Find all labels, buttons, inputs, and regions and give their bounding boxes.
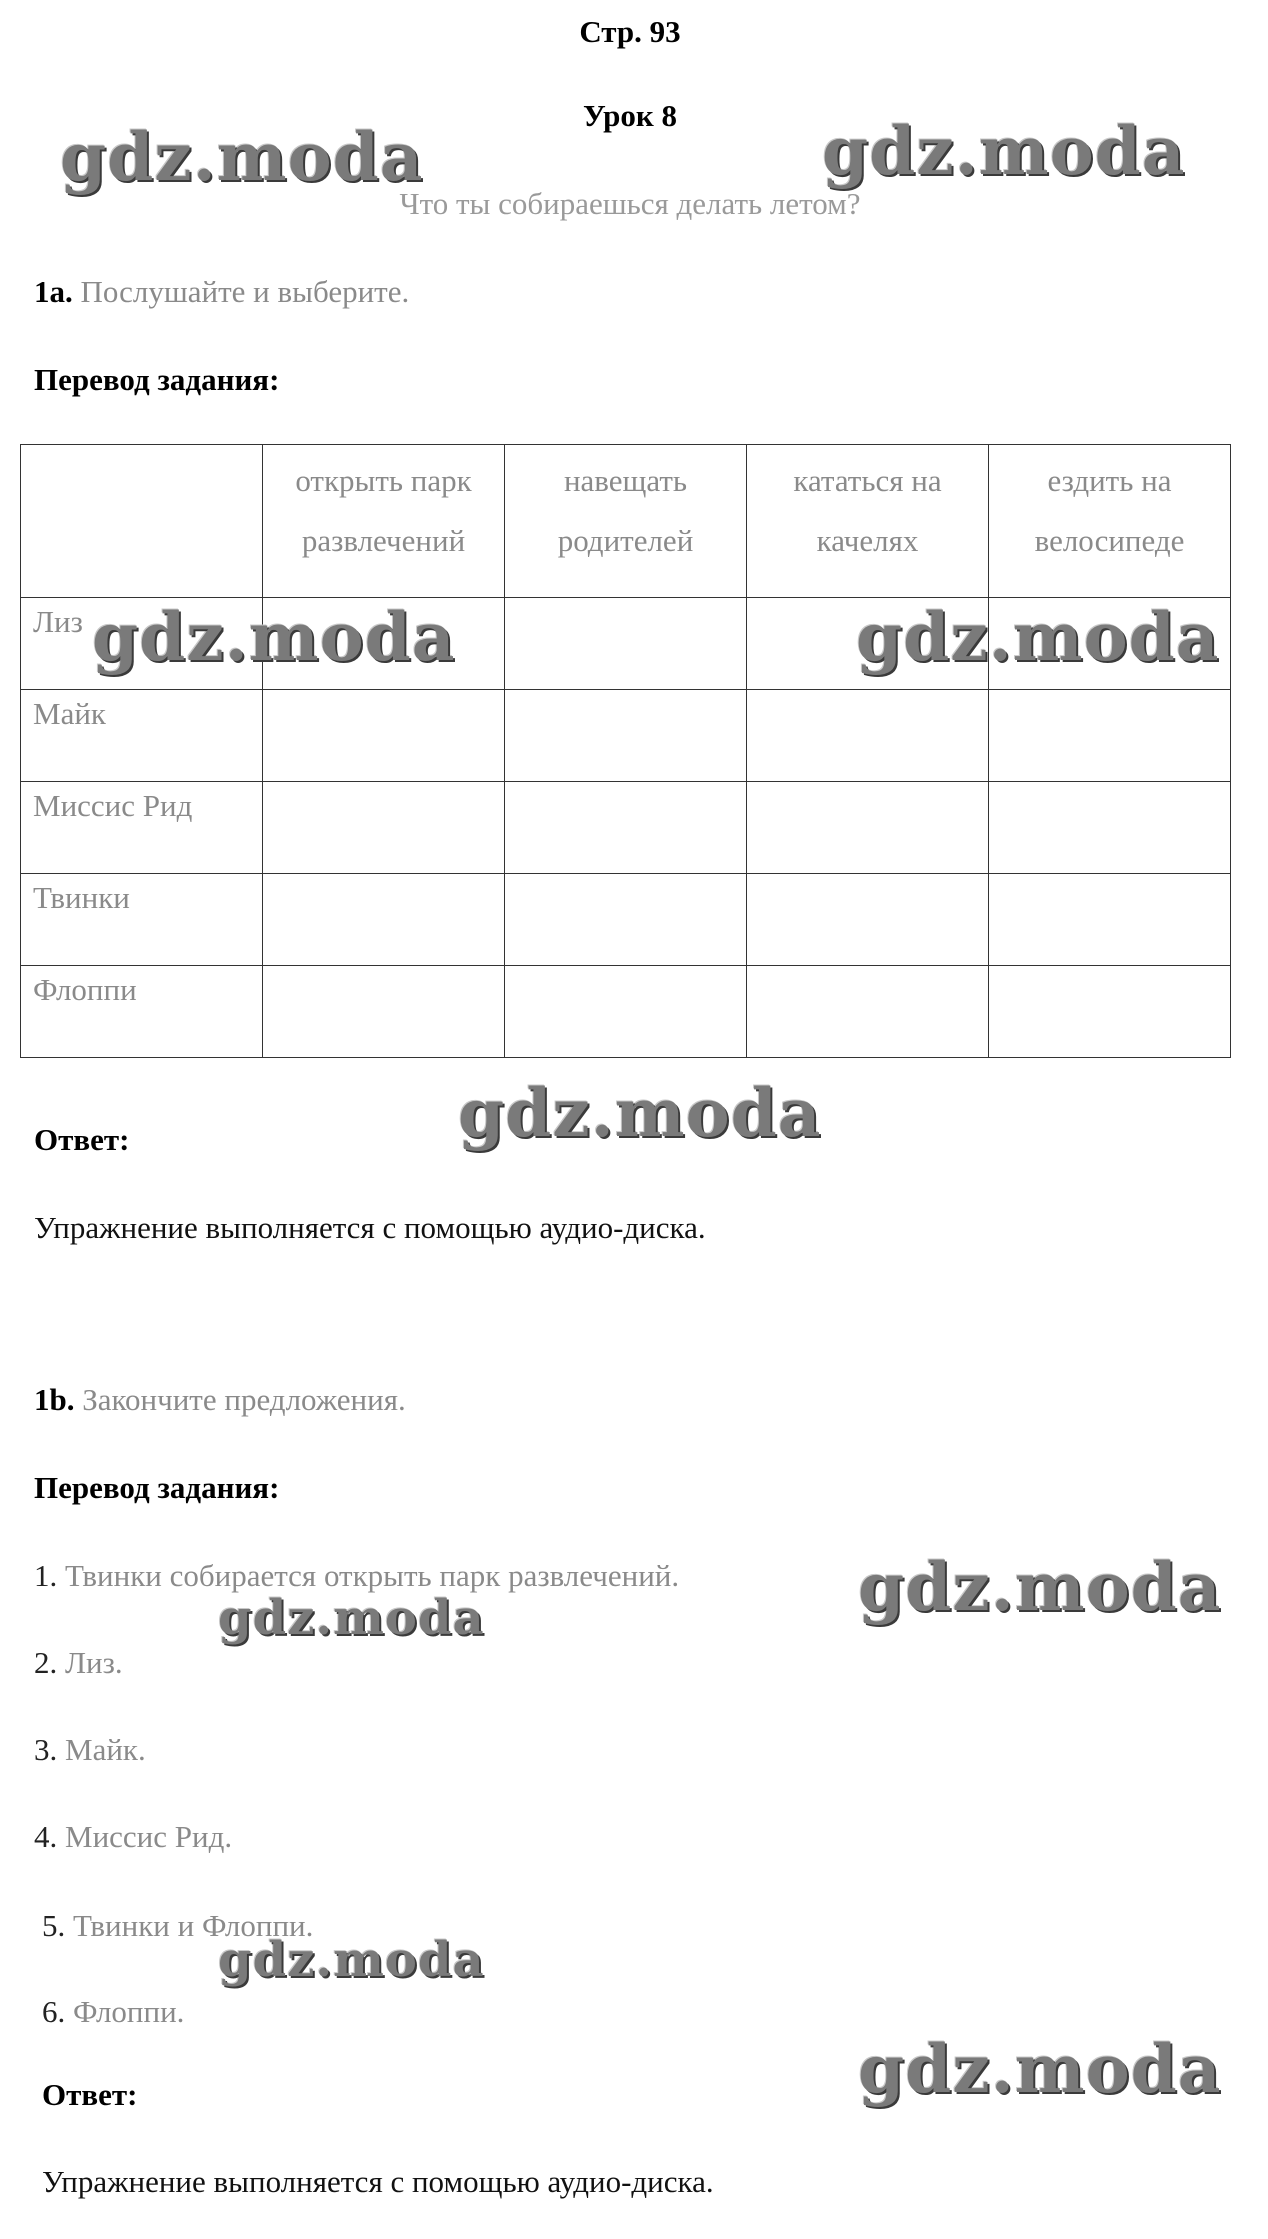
watermark: gdz.moda <box>218 1590 485 1646</box>
list-item <box>34 1819 232 1855</box>
table-header-cell: открыть парк развлечений <box>263 445 505 598</box>
task-1b-translation-heading: Перевод задания: <box>34 1470 280 1505</box>
table-cell <box>989 782 1231 874</box>
table-cell <box>747 782 989 874</box>
task-1a-translation-heading: Перевод задания: <box>34 362 280 397</box>
lesson-title: Урок 8 <box>582 98 678 133</box>
task-1a-answer-heading: Ответ: <box>34 1122 130 1157</box>
watermark: gdz.moda <box>822 112 1186 190</box>
table-cell <box>263 690 505 782</box>
table-header-cell: ездить на велосипеде <box>989 445 1231 598</box>
table-cell <box>747 690 989 782</box>
table-row <box>21 874 1231 966</box>
task-1b-answer-text: Упражнение выполняется с помощью аудио-диска. <box>42 2164 714 2199</box>
table-row <box>21 782 1231 874</box>
task-1b-number: 1b. <box>34 1382 75 1417</box>
table-cell <box>989 966 1231 1058</box>
table-cell <box>505 690 747 782</box>
table-cell <box>747 966 989 1058</box>
watermark: gdz.moda <box>458 1074 822 1152</box>
row-label: Майк <box>21 690 263 782</box>
task-1b-answer-heading: Ответ: <box>42 2077 138 2112</box>
row-label: Твинки <box>21 874 263 966</box>
table-cell <box>505 598 747 690</box>
row-label: Лиз <box>21 598 263 690</box>
listening-table <box>20 444 1231 1058</box>
table-cell <box>505 782 747 874</box>
table-corner-cell <box>21 445 263 598</box>
item-number: 5. <box>42 1908 66 1943</box>
item-text: Лиз. <box>65 1645 123 1680</box>
item-number: 4. <box>34 1819 58 1854</box>
watermark: gdz.moda <box>858 2030 1222 2108</box>
item-text: Твинки собирается открыть парк развлечений. <box>65 1558 680 1593</box>
table-row <box>21 966 1231 1058</box>
list-item <box>34 1732 146 1768</box>
table-cell <box>505 874 747 966</box>
item-text: Твинки и Флоппи. <box>73 1908 314 1943</box>
list-item <box>42 1994 184 2030</box>
page-number: Стр. 93 <box>579 14 681 49</box>
row-label: Миссис Рид <box>21 782 263 874</box>
item-text: Майк. <box>65 1732 146 1767</box>
task-1a-number: 1a. <box>34 274 73 309</box>
table-cell <box>747 874 989 966</box>
watermark: gdz.moda <box>60 118 424 196</box>
task-1a-instruction: Послушайте и выберите. <box>80 274 410 309</box>
task-1b-instruction: Закончите предложения. <box>82 1382 406 1417</box>
item-number: 2. <box>34 1645 58 1680</box>
list-item <box>34 1645 123 1681</box>
table-cell <box>989 690 1231 782</box>
task-1a-line <box>34 274 409 310</box>
table-cell <box>263 782 505 874</box>
table-cell <box>505 966 747 1058</box>
watermark: gdz.moda <box>92 598 456 676</box>
table-cell <box>263 966 505 1058</box>
list-item <box>34 1558 679 1594</box>
watermark: gdz.moda <box>858 1548 1222 1626</box>
table-cell <box>263 874 505 966</box>
table-header-cell: навещать родителей <box>505 445 747 598</box>
table-row <box>21 690 1231 782</box>
item-text: Миссис Рид. <box>65 1819 233 1854</box>
watermark: gdz.moda <box>856 598 1220 676</box>
item-number: 6. <box>42 1994 66 2029</box>
item-number: 1. <box>34 1558 58 1593</box>
row-label: Флоппи <box>21 966 263 1058</box>
table-header-cell: кататься на качелях <box>747 445 989 598</box>
watermark: gdz.moda <box>218 1932 485 1988</box>
item-text: Флоппи. <box>73 1994 185 2029</box>
table-cell <box>989 874 1231 966</box>
lesson-subtitle: Что ты собираешься делать летом? <box>399 186 861 221</box>
task-1a-answer-text: Упражнение выполняется с помощью аудио-диска. <box>34 1210 706 1245</box>
item-number: 3. <box>34 1732 58 1767</box>
task-1b-line <box>34 1382 406 1418</box>
